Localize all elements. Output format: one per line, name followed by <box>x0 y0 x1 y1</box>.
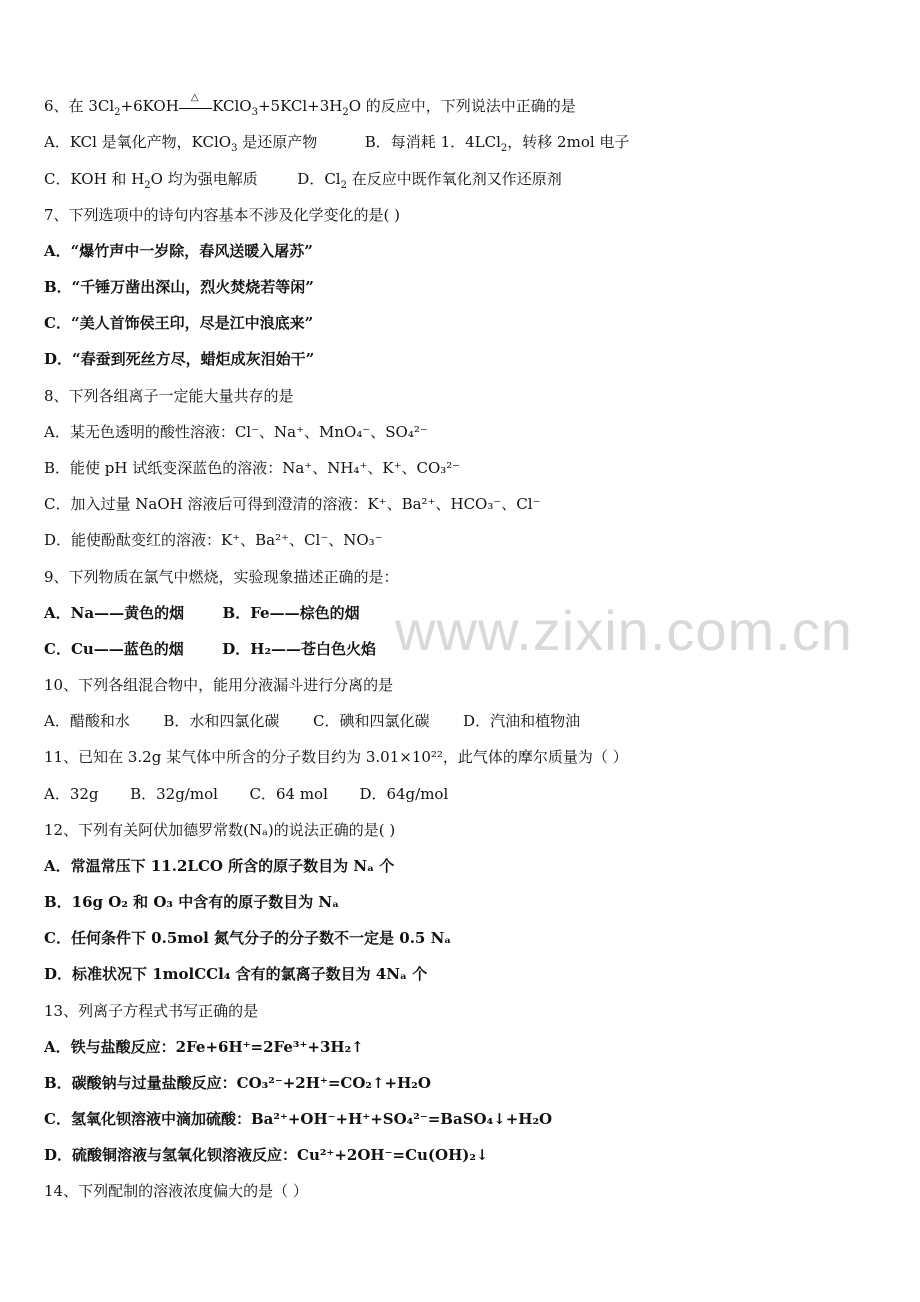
stem-text: +5KCl+3H <box>257 97 343 115</box>
question-13-option-b: B．碳酸钠与过量盐酸反应：CO₃²⁻+2H⁺=CO₂↑+H₂O <box>44 1074 431 1092</box>
question-10-stem: 10、下列各组混合物中，能用分液漏斗进行分离的是 <box>44 676 394 694</box>
option-c: C．KOH 和 H <box>44 170 145 188</box>
option-b: B．Fe——棕色的烟 <box>222 604 360 622</box>
question-12-stem: 12、下列有关阿伏加德罗常数(Nₐ)的说法正确的是( ) <box>44 821 396 839</box>
question-9-options-cd <box>44 639 376 659</box>
stem-text: +6KOH <box>120 97 179 115</box>
question-8-stem: 8、下列各组离子一定能大量共存的是 <box>44 387 294 405</box>
option-c: C．64 mol <box>249 785 328 803</box>
question-12-option-c: C．任何条件下 0.5mol 氮气分子的分子数不一定是 0.5 Nₐ <box>44 929 452 947</box>
question-6-stem: 6、在 $3Cl_2+6KOH$ △ $KClO_3+5KCl+3H_2O$ 的反应中，下列说法中正确的是 <box>44 96 576 116</box>
option-a-tail: 是还原产物 <box>237 133 318 151</box>
option-a: A．32g <box>44 785 99 803</box>
question-7-option-b: B．“千锤万凿出深山，烈火焚烧若等闲” <box>44 278 314 296</box>
question-8-option-a: A．某无色透明的酸性溶液：Cl⁻、Na⁺、MnO₄⁻、SO₄²⁻ <box>44 423 428 441</box>
question-9-options-ab <box>44 603 360 623</box>
question-7-option-d: D．“春蚕到死丝方尽，蜡炬成灰泪始干” <box>44 350 315 368</box>
option-a: A．醋酸和水 <box>44 712 130 730</box>
option-d: D．H₂——苍白色火焰 <box>222 640 377 658</box>
question-13-option-c: C．氢氧化钡溶液中滴加硫酸：Ba²⁺+OH⁻+H⁺+SO₄²⁻=BaSO₄↓+H₂O <box>44 1110 553 1128</box>
question-13-option-a: A．铁与盐酸反应：2Fe+6H⁺=2Fe³⁺+3H₂↑ <box>44 1038 364 1056</box>
stem-text: 在 3Cl <box>68 97 115 115</box>
question-number: 6、 <box>44 97 69 115</box>
option-d: D．64g/mol <box>359 785 449 803</box>
question-10-options <box>44 711 580 731</box>
question-8-option-c: C．加入过量 NaOH 溶液后可得到澄清的溶液：K⁺、Ba²⁺、HCO₃⁻、Cl⁻ <box>44 495 541 513</box>
question-11-options <box>44 784 448 804</box>
option-b: B．32g/mol <box>130 785 218 803</box>
option-d-tail: 在反应中既作氧化剂又作还原剂 <box>346 170 562 188</box>
question-13-option-d: D．硫酸铜溶液与氢氧化钡溶液反应：Cu²⁺+2OH⁻=Cu(OH)₂↓ <box>44 1146 489 1164</box>
option-a: A．KCl 是氧化产物，KClO <box>44 133 232 151</box>
option-a: A．Na——黄色的烟 <box>44 604 185 622</box>
question-6-options-cd: C．KOH 和 $H_2O$ 均为强电解质 D．$Cl_2$ 在反应中既作氧化剂又作还原剂 <box>44 170 562 191</box>
question-12-option-a: A．常温常压下 11.2LCO 所含的原子数目为 Nₐ 个 <box>44 857 395 875</box>
heat-triangle-icon: △ <box>190 92 199 103</box>
question-7-option-a: A．“爆竹声中一岁除，春风送暖入屠苏” <box>44 242 313 260</box>
question-8-option-b: B．能使 pH 试纸变深蓝色的溶液：Na⁺、NH₄⁺、K⁺、CO₃²⁻ <box>44 459 461 477</box>
question-13-stem: 13、列离子方程式书写正确的是 <box>44 1002 259 1020</box>
stem-text: O 的反应中，下列说法中正确的是 <box>348 97 576 115</box>
question-12-option-d: D．标准状况下 1molCCl₄ 含有的氯离子数目为 4Nₐ 个 <box>44 965 428 983</box>
question-8-option-d: D．能使酚酞变红的溶液：K⁺、Ba²⁺、Cl⁻、NO₃⁻ <box>44 531 383 549</box>
option-b: B．每消耗 1．4LCl <box>364 133 501 151</box>
option-b-tail: ，转移 2mol 电子 <box>507 133 630 151</box>
option-d: D．汽油和植物油 <box>463 712 581 730</box>
option-c: C．Cu——蓝色的烟 <box>44 640 184 658</box>
option-b: B．水和四氯化碳 <box>163 712 280 730</box>
question-14-stem: 14、下列配制的溶液浓度偏大的是（ ） <box>44 1182 308 1200</box>
option-c-tail: O 均为强电解质 <box>150 170 258 188</box>
question-7-option-c: C．“美人首饰侯王印，尽是江中浪底来” <box>44 314 314 332</box>
stem-text: KClO <box>212 97 252 115</box>
question-9-stem: 9、下列物质在氯气中燃烧，实验现象描述正确的是： <box>44 568 399 586</box>
question-12-option-b: B．16g O₂ 和 O₃ 中含有的原子数目为 Nₐ <box>44 893 340 911</box>
heat-condition <box>179 92 212 116</box>
option-d: D．Cl <box>297 170 341 188</box>
question-11-stem: 11、已知在 3.2g 某气体中所含的分子数目约为 3.01×10²²，此气体的摩尔质量为（ ） <box>44 748 628 766</box>
question-6-options-ab: A．KCl 是氧化产物，KClO$_3$ 是还原产物 B．每消耗 1．4LCl$_2$，转移 2mol 电子 <box>44 133 630 154</box>
option-c: C．碘和四氯化碳 <box>313 712 430 730</box>
watermark: www.zixin.com.cn <box>395 599 853 662</box>
question-7-stem: 7、下列选项中的诗句内容基本不涉及化学变化的是( ) <box>44 206 401 224</box>
